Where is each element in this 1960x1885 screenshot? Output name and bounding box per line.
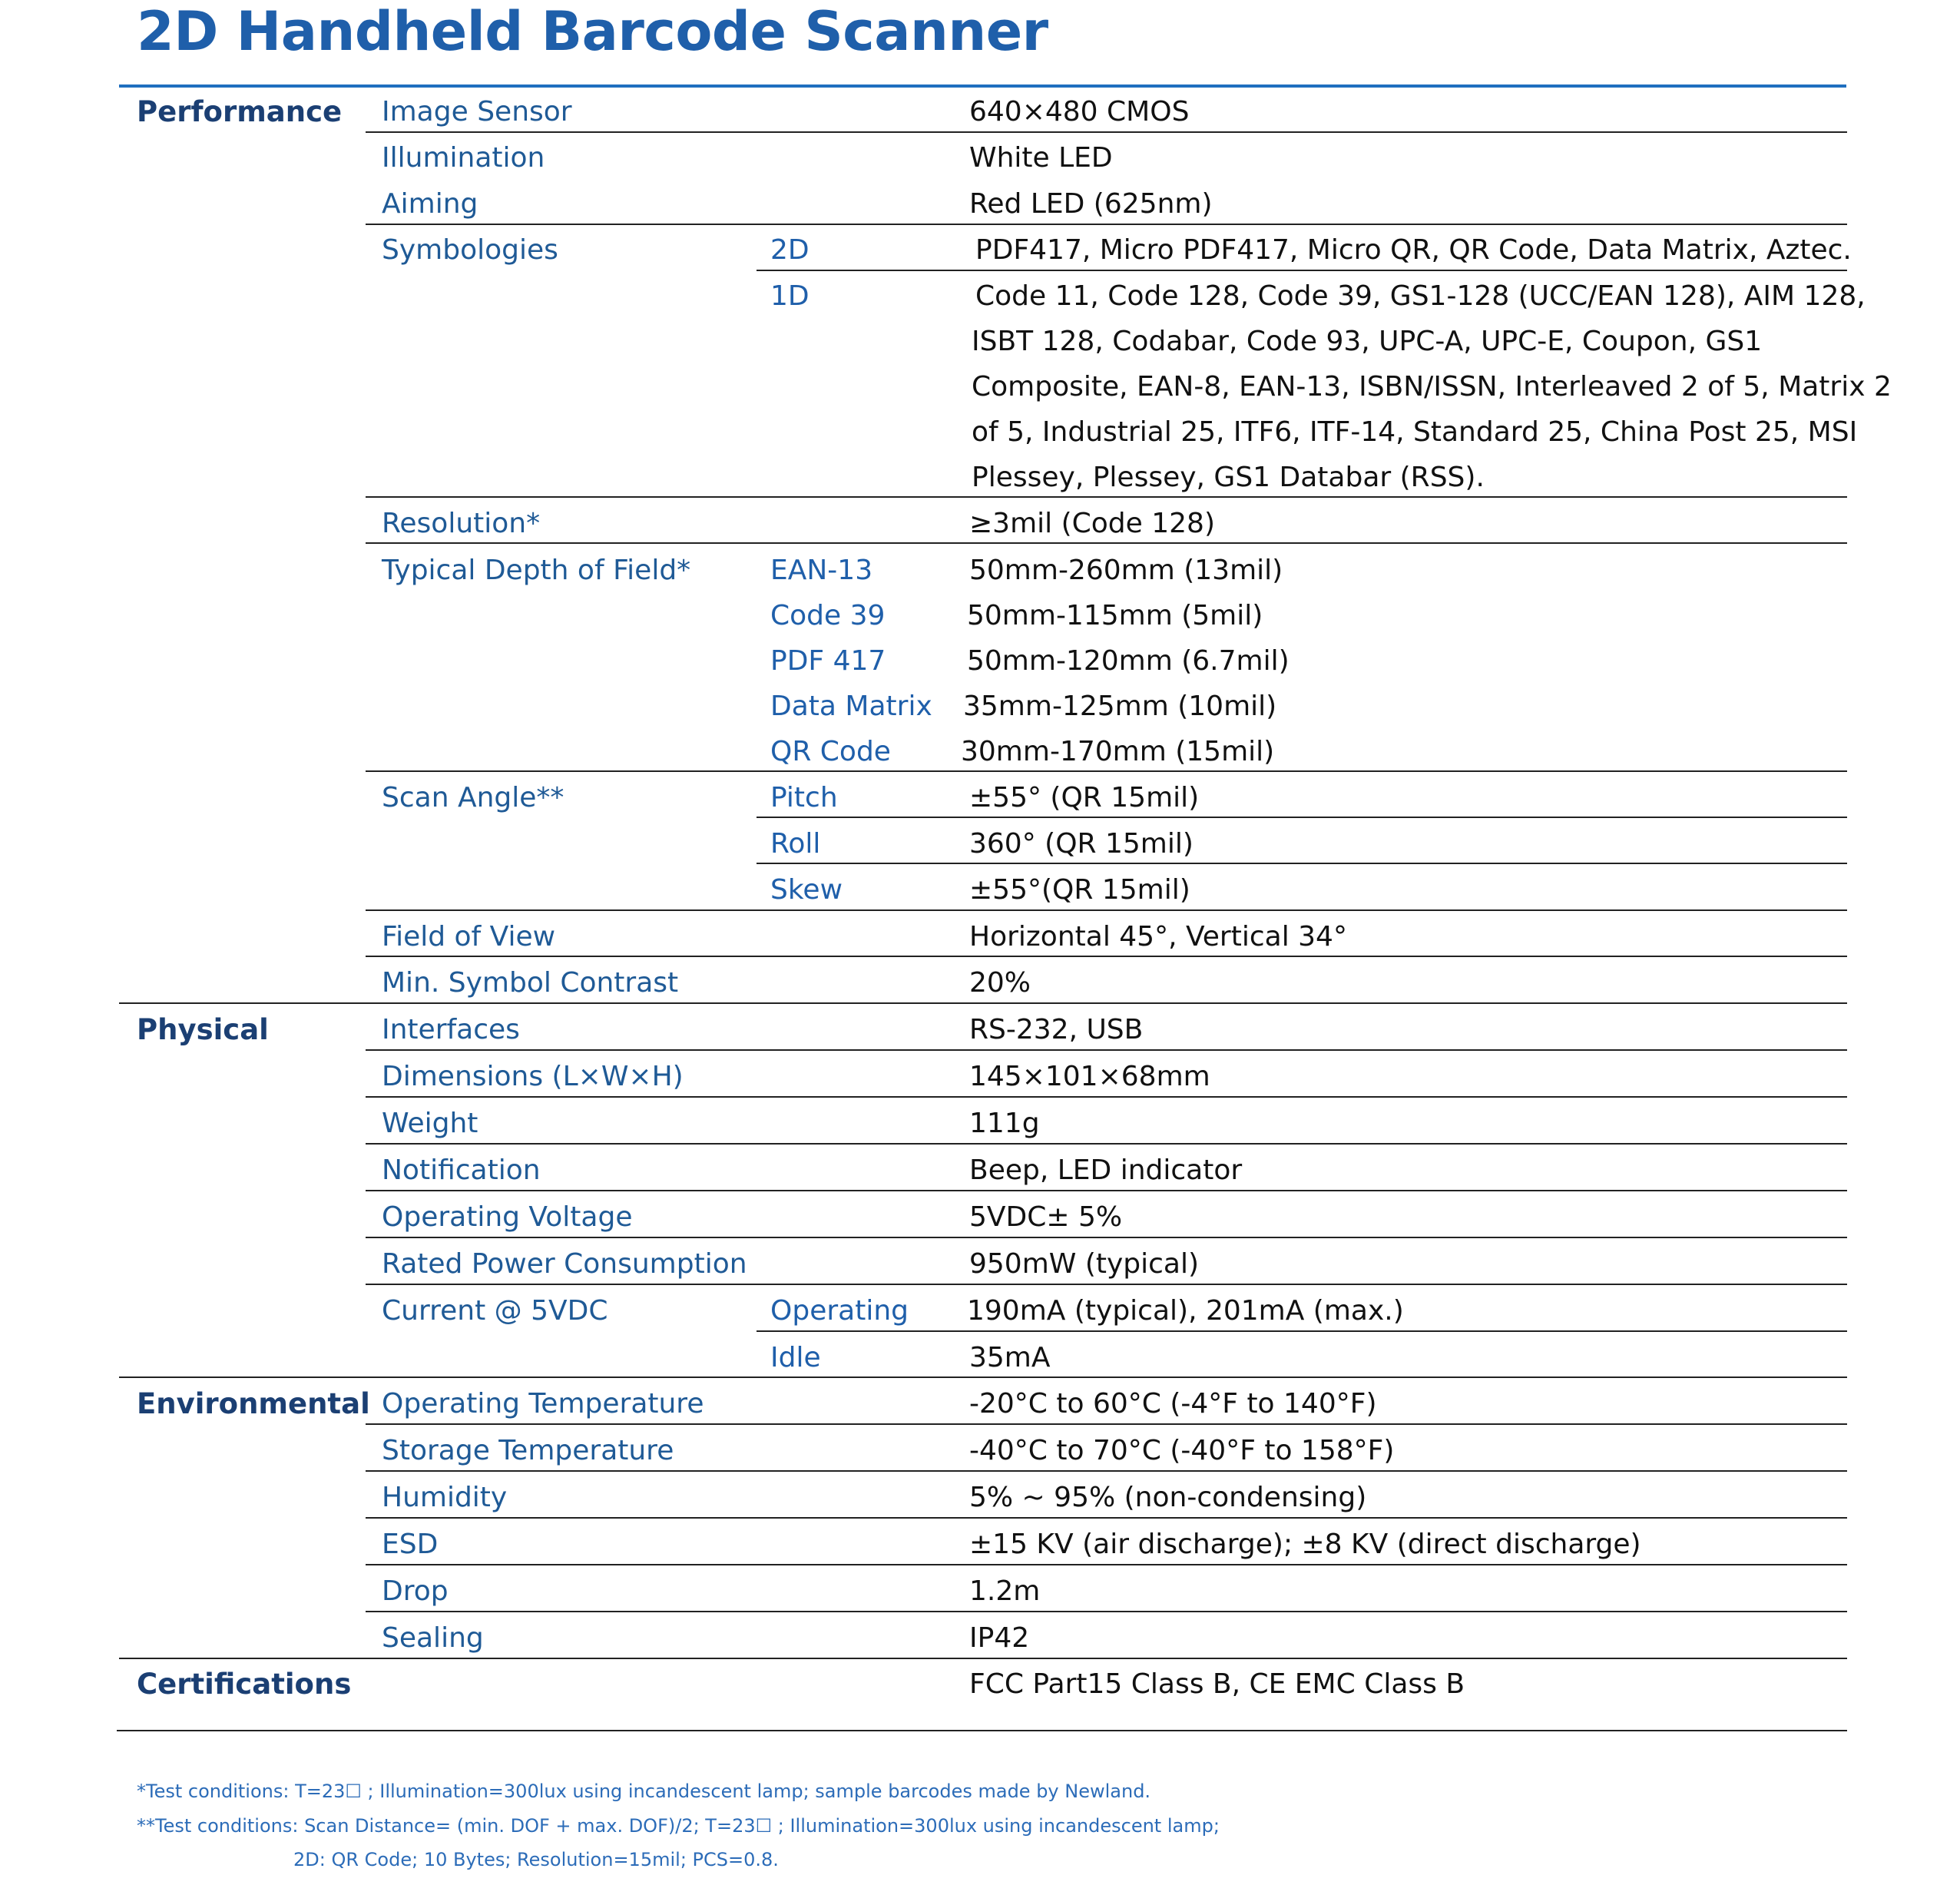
label-drop: Drop — [382, 1575, 449, 1607]
value-weight: 111g — [969, 1108, 1040, 1139]
label-scan-angle: Scan Angle** — [382, 782, 564, 813]
row-divider — [757, 270, 1847, 271]
sublabel-skew: Skew — [770, 874, 843, 906]
label-current: Current @ 5VDC — [382, 1295, 608, 1327]
row-divider — [366, 1143, 1847, 1145]
value-certifications: FCC Part15 Class B, CE EMC Class B — [969, 1668, 1465, 1700]
label-notification: Notification — [382, 1155, 541, 1186]
sublabel-idle: Idle — [770, 1342, 821, 1373]
row-divider — [757, 863, 1847, 864]
row-divider — [366, 1611, 1847, 1612]
title-rule — [119, 84, 1846, 88]
row-divider — [366, 1190, 1847, 1191]
label-depth-of-field: Typical Depth of Field* — [382, 555, 691, 586]
label-sealing: Sealing — [382, 1622, 484, 1654]
row-divider — [366, 909, 1847, 911]
section-divider — [119, 1376, 1847, 1378]
label-resolution: Resolution* — [382, 508, 541, 539]
value-field-of-view: Horizontal 45°, Vertical 34° — [969, 921, 1347, 952]
label-field-of-view: Field of View — [382, 921, 556, 952]
sublabel-operating: Operating — [770, 1295, 909, 1327]
row-divider — [366, 1423, 1847, 1425]
sublabel-dof-pdf417: PDF 417 — [770, 645, 886, 677]
value-resolution: ≥3mil (Code 128) — [969, 508, 1215, 539]
label-operating-temperature: Operating Temperature — [382, 1388, 704, 1420]
section-physical: Physical — [137, 1013, 269, 1046]
row-divider — [366, 1564, 1847, 1565]
label-weight: Weight — [382, 1108, 478, 1139]
value-notification: Beep, LED indicator — [969, 1155, 1243, 1186]
footnote-2-line-2: 2D: QR Code; 10 Bytes; Resolution=15mil; PCS=0.8. — [293, 1849, 779, 1870]
label-illumination: Illumination — [382, 142, 545, 174]
value-min-symbol-contrast: 20% — [969, 967, 1031, 999]
value-1d-line-4: of 5, Industrial 25, ITF6, ITF-14, Standard 25, China Post 25, MSI — [972, 416, 1858, 448]
value-storage-temperature: -40°C to 70°C (-40°F to 158°F) — [969, 1435, 1395, 1466]
row-divider — [366, 956, 1847, 957]
label-rated-power: Rated Power Consumption — [382, 1248, 747, 1280]
label-aiming: Aiming — [382, 188, 478, 220]
row-divider — [366, 496, 1847, 498]
row-divider — [366, 1237, 1847, 1238]
footnote-2-line-1: **Test conditions: Scan Distance= (min. DOF + max. DOF)/2; T=23☐ ; Illumination=300lux using incandescent lamp; — [137, 1815, 1220, 1837]
sublabel-dof-datamatrix: Data Matrix — [770, 691, 932, 722]
value-illumination: White LED — [969, 142, 1113, 174]
row-divider — [366, 1096, 1847, 1098]
row-divider — [757, 1330, 1847, 1332]
label-humidity: Humidity — [382, 1482, 508, 1513]
sublabel-roll: Roll — [770, 828, 821, 860]
section-performance: Performance — [137, 95, 343, 128]
value-sealing: IP42 — [969, 1622, 1030, 1654]
table-bottom-rule — [117, 1730, 1847, 1731]
value-1d-line-1: Code 11, Code 128, Code 39, GS1-128 (UCC/EAN 128), AIM 128, — [975, 280, 1866, 312]
label-operating-voltage: Operating Voltage — [382, 1201, 633, 1233]
sublabel-dof-ean13: EAN-13 — [770, 555, 873, 586]
section-divider — [119, 1658, 1847, 1659]
page-title: 2D Handheld Barcode Scanner — [137, 0, 1048, 63]
value-operating-voltage: 5VDC± 5% — [969, 1201, 1123, 1233]
row-divider — [366, 1470, 1847, 1472]
row-divider — [366, 770, 1847, 772]
label-symbologies: Symbologies — [382, 234, 558, 266]
sublabel-2d: 2D — [770, 234, 809, 266]
value-humidity: 5% ~ 95% (non-condensing) — [969, 1482, 1367, 1513]
section-certifications: Certifications — [137, 1668, 352, 1701]
label-image-sensor: Image Sensor — [382, 96, 572, 128]
value-pitch: ±55° (QR 15mil) — [969, 782, 1200, 813]
value-image-sensor: 640×480 CMOS — [969, 96, 1190, 128]
label-storage-temperature: Storage Temperature — [382, 1435, 674, 1466]
row-divider — [366, 1517, 1847, 1519]
row-divider — [366, 1284, 1847, 1285]
row-divider — [366, 131, 1847, 133]
value-1d-line-2: ISBT 128, Codabar, Code 93, UPC-A, UPC-E, Coupon, GS1 — [972, 326, 1763, 357]
sublabel-dof-code39: Code 39 — [770, 600, 886, 631]
row-divider — [757, 817, 1847, 818]
value-dof-qrcode: 30mm-170mm (15mil) — [961, 736, 1275, 767]
value-drop: 1.2m — [969, 1575, 1041, 1607]
section-divider — [119, 1002, 1847, 1004]
value-current-operating: 190mA (typical), 201mA (max.) — [967, 1295, 1404, 1327]
section-environmental: Environmental — [137, 1387, 370, 1420]
row-divider — [366, 542, 1847, 544]
value-roll: 360° (QR 15mil) — [969, 828, 1194, 860]
row-divider — [366, 1049, 1847, 1051]
label-dimensions: Dimensions (L×W×H) — [382, 1061, 684, 1092]
value-esd: ±15 KV (air discharge); ±8 KV (direct discharge) — [969, 1529, 1641, 1560]
value-dof-datamatrix: 35mm-125mm (10mil) — [963, 691, 1277, 722]
value-aiming: Red LED (625nm) — [969, 188, 1213, 220]
label-interfaces: Interfaces — [382, 1014, 520, 1045]
value-interfaces: RS-232, USB — [969, 1014, 1144, 1045]
value-dimensions: 145×101×68mm — [969, 1061, 1210, 1092]
row-divider — [366, 224, 1847, 225]
value-1d-line-5: Plessey, Plessey, GS1 Databar (RSS). — [972, 462, 1485, 493]
footnote-1: *Test conditions: T=23☐ ; Illumination=300lux using incandescent lamp; sample barcodes made by Newland. — [137, 1781, 1151, 1802]
value-rated-power: 950mW (typical) — [969, 1248, 1200, 1280]
sublabel-pitch: Pitch — [770, 782, 838, 813]
label-min-symbol-contrast: Min. Symbol Contrast — [382, 967, 679, 999]
value-current-idle: 35mA — [969, 1342, 1051, 1373]
value-skew: ±55°(QR 15mil) — [969, 874, 1190, 906]
value-operating-temperature: -20°C to 60°C (-4°F to 140°F) — [969, 1388, 1377, 1420]
value-dof-code39: 50mm-115mm (5mil) — [967, 600, 1263, 631]
sublabel-1d: 1D — [770, 280, 809, 312]
value-dof-pdf417: 50mm-120mm (6.7mil) — [967, 645, 1290, 677]
sublabel-dof-qrcode: QR Code — [770, 736, 891, 767]
value-1d-line-3: Composite, EAN-8, EAN-13, ISBN/ISSN, Interleaved 2 of 5, Matrix 2 — [972, 371, 1892, 403]
value-2d-symbologies: PDF417, Micro PDF417, Micro QR, QR Code, Data Matrix, Aztec. — [975, 234, 1852, 266]
value-dof-ean13: 50mm-260mm (13mil) — [969, 555, 1283, 586]
label-esd: ESD — [382, 1529, 439, 1560]
